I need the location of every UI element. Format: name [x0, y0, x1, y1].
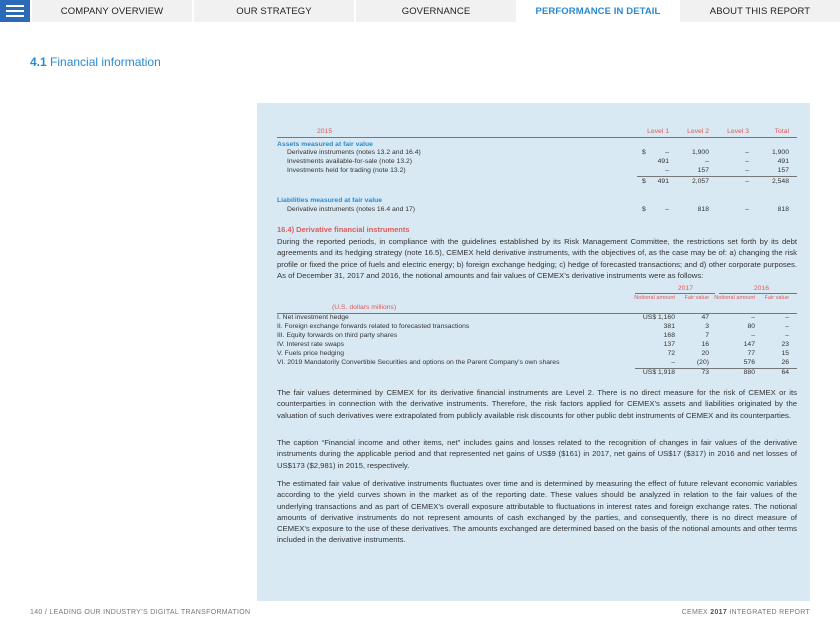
table-row: Derivative instruments (notes 16.4 and 17) $ – 818 – 818 — [287, 206, 789, 213]
table-row: Investments held for trading (note 13.2) – 157 – 157 — [287, 167, 789, 174]
table-col-header: Notional amount Fair value Notional amount Fair value — [634, 295, 789, 301]
section-name: Financial information — [50, 55, 161, 69]
table-year-header: 2017 2016 — [677, 285, 769, 292]
year-2017-divider — [635, 293, 715, 294]
tab-about-this-report[interactable]: ABOUT THIS REPORT — [678, 0, 840, 22]
paragraph-estimated-fair-value: The estimated fair value of derivative instruments fluctuates over time and is determined by measuring the effect of future relevant economic variables according to the yield curves shown in the market as of the reporting date. These values should be analyzed in relation to the fair values of the underlying transactions and as part of CEMEX’s overall exposure attributable to fluctuations in interest rates and foreign exchange rates. The notional amounts of derivative instruments do not represent amounts of cash exchanged by the parties, and consequently, there is no direct measure of CEMEX’s exposure to the use of these derivatives. The amounts exchanged are determined based on the basis of the notional amounts and other terms included in the derivative instruments. — [277, 479, 797, 545]
tab-governance[interactable]: GOVERNANCE — [354, 0, 516, 22]
derivatives-table — [277, 285, 797, 380]
derivatives-title: 16.4) Derivative financial instruments — [277, 225, 410, 234]
footer-report: INTEGRATED REPORT — [729, 609, 810, 616]
table-unit: (U.S. dollars millions) — [332, 304, 397, 311]
footer-year: 2017 — [710, 609, 728, 616]
tab-our-strategy[interactable]: OUR STRATEGY — [192, 0, 354, 22]
paragraph-financial-income: The caption “Financial income and other items, net” includes gains and losses related to the recognition of changes in fair values of the derivative instruments during the applicable period and that represented net gains of US$9 ($161) in 2017, net gains of US$17 ($317) in 2016 and net losses of US$173 ($2,981) in 2015, respectively. — [277, 438, 797, 470]
header-divider — [277, 137, 797, 138]
footer-report-name — [682, 609, 810, 616]
header-year: 2015 — [317, 128, 333, 135]
table-row: VI. 2019 Mandatorily Convertible Securities and options on the Parent Company’s own shares – (20) 576 26 — [277, 359, 789, 366]
footer-brand: CEMEX — [681, 609, 709, 616]
section-number: 4.1 — [30, 55, 47, 69]
table-row-total: US$ 1,918 73 880 64 — [642, 369, 789, 376]
assets-title: Assets measured at fair value — [277, 141, 373, 148]
header-level3: Level 3 — [727, 128, 749, 135]
table-header-row — [277, 128, 797, 136]
top-navigation — [0, 0, 840, 22]
table-row: I. Net investment hedge US$ 1,160 47 – – — [277, 314, 789, 321]
header-level2: Level 2 — [687, 128, 709, 135]
table-row: II. Foreign exchange forwards related to forecasted transactions 381 3 80 – — [277, 323, 789, 330]
derivatives-intro: During the reported periods, in compliance with the guidelines established by its Risk Management Committee, the restrictions set forth by its debt agreements and its hedging strategy (note 16.5), CEMEX held derivative instruments, with the objectives of, as the case may be of: a) changing the risk profile or fixed the price of fuels and electric energy; b) foreign exchange hedging; c) hedge of forecasted transactions; and d) other corporate purposes. As of December 31, 2017 and 2016, the notional amounts and fair values of CEMEX’s derivative instruments were as follows: — [277, 237, 797, 280]
page-number: 140 — [30, 609, 43, 616]
footer-tagline: / LEADING OUR INDUSTRY’S DIGITAL TRANSFORMATION — [44, 609, 251, 616]
header-level1: Level 1 — [647, 128, 669, 135]
fair-value-table — [277, 128, 797, 218]
paragraph-fair-values: The fair values determined by CEMEX for its derivative financial instruments are Level 2. There is no direct measure for the risk of CEMEX or its counterparties in connection with the derivative instruments. Therefore, the risk factors applied for CEMEX’s assets and liabilities originated by the valuation of such derivatives were extrapolated from publicly available risk discounts for other public debt instruments of CEMEX and its counterparties. — [277, 388, 797, 420]
table-row: III. Equity forwards on third party shares 168 7 – – — [277, 332, 789, 339]
liabilities-title: Liabilities measured at fair value — [277, 197, 383, 204]
table-row-subtotal: $ 491 2,057 – 2,548 — [642, 178, 789, 185]
table-row: Investments available-for-sale (note 13.2) 491 – – 491 — [287, 158, 789, 165]
tab-performance-in-detail[interactable]: PERFORMANCE IN DETAIL — [516, 0, 678, 22]
subtotal-divider — [637, 176, 797, 177]
tab-company-overview[interactable]: COMPANY OVERVIEW — [30, 0, 192, 22]
hamburger-menu-icon[interactable] — [0, 0, 30, 22]
year-2016-divider — [719, 293, 797, 294]
table-row: V. Fuels price hedging 72 20 77 15 — [277, 350, 789, 357]
header-total: Total — [774, 128, 789, 135]
table-row: Derivative instruments (notes 13.2 and 16.4) $ – 1,900 – 1,900 — [287, 149, 789, 156]
footer-page-info — [30, 609, 250, 616]
table-row: IV. Interest rate swaps 137 16 147 23 — [277, 341, 789, 348]
section-title — [30, 55, 161, 69]
